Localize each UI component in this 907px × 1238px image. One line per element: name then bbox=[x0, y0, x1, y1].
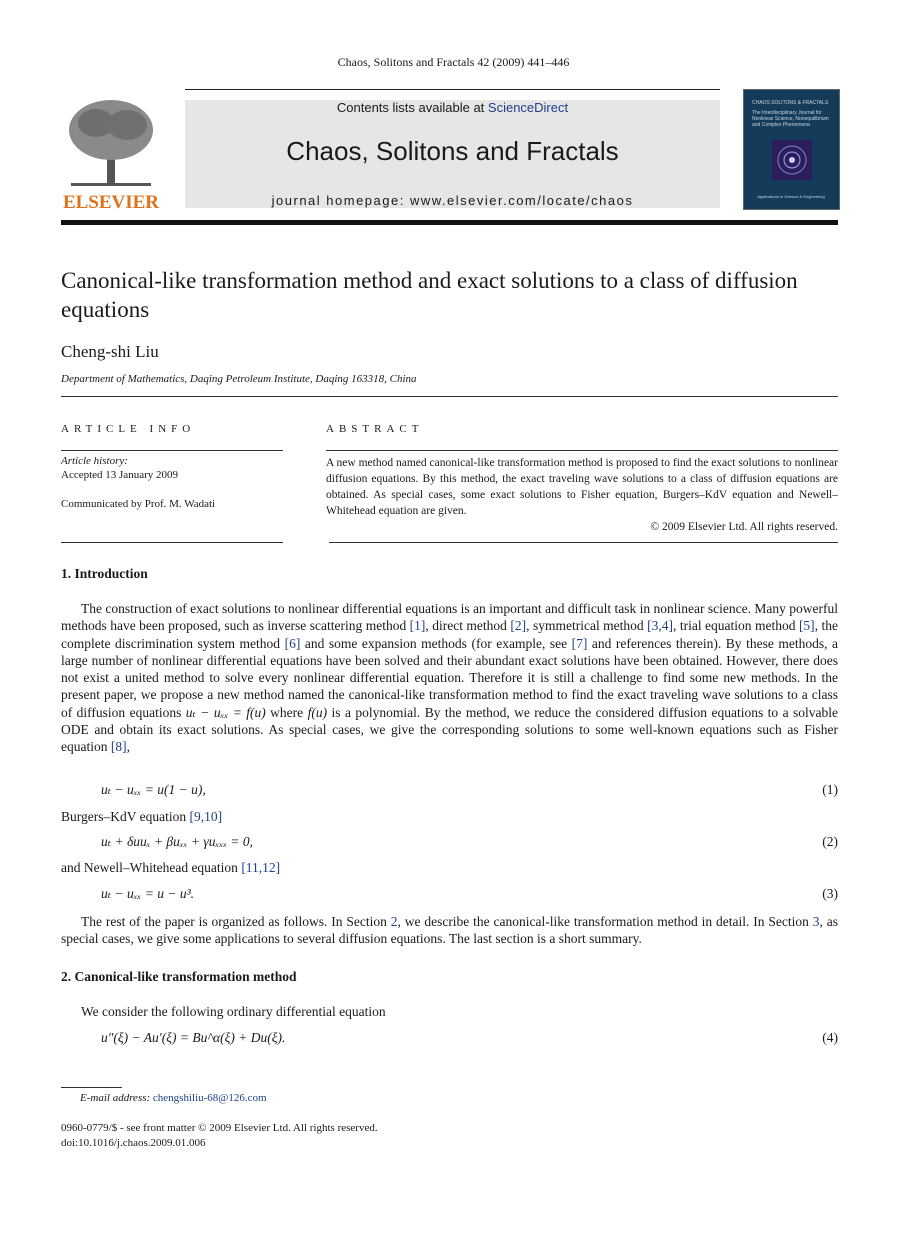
inline-math-fu: f(u) bbox=[307, 704, 328, 720]
footnote-rule bbox=[61, 1087, 122, 1088]
abstract-copyright: © 2009 Elsevier Ltd. All rights reserved. bbox=[650, 521, 838, 533]
article-history-label: Article history: bbox=[61, 455, 128, 467]
ref-link[interactable]: [6] bbox=[284, 635, 301, 651]
p1-text-c: , symmetrical method bbox=[526, 618, 648, 634]
burgers-kdv-label: Burgers–KdV equation bbox=[61, 809, 190, 824]
contents-prefix: Contents lists available at bbox=[336, 100, 488, 115]
p1-text-f: and some expansion methods (for example, see bbox=[300, 635, 572, 651]
communicated-by: Communicated by Prof. M. Wadati bbox=[61, 498, 216, 510]
intro-paragraph-1 bbox=[61, 600, 838, 756]
issn-line: 0960-0779/$ - see front matter © 2009 Elsevier Ltd. All rights reserved. bbox=[61, 1122, 378, 1134]
header-top-rule bbox=[185, 89, 720, 90]
article-author: Cheng-shi Liu bbox=[61, 342, 159, 361]
email-label: E-mail address: bbox=[80, 1092, 153, 1104]
p2-text-b: , we describe the canonical-like transformation method in detail. In Section bbox=[397, 914, 813, 929]
journal-cover bbox=[743, 89, 840, 210]
newell-whitehead-line bbox=[61, 860, 280, 876]
title-rule bbox=[61, 396, 838, 397]
contents-line bbox=[185, 100, 720, 115]
equation-3-number: (3) bbox=[822, 886, 838, 901]
article-info-label: ARTICLE INFO bbox=[61, 423, 196, 435]
email-link[interactable]: chengshiliu-68@126.com bbox=[152, 1092, 267, 1104]
publisher-name: ELSEVIER bbox=[62, 192, 160, 213]
p1-text-d: , trial equation method bbox=[673, 618, 799, 634]
cover-title bbox=[752, 100, 832, 128]
abstract-rule bbox=[326, 450, 838, 451]
burgers-kdv-line bbox=[61, 809, 222, 825]
p1-text-g: and references therein). By these methods, a large number of nonlinear differential equations have been solved and their abundant exact solutions have been obtained. However, there does not exist a united method to solve every nonlinear differential equation. Therefore it is still a challenge to find some new methods. In the present paper, we propose a new method named the canonical-like transformation method to find the exact traveling wave solutions to a class of diffusion equations bbox=[61, 635, 838, 720]
p1-text-b: , direct method bbox=[425, 618, 511, 634]
sciencedirect-link[interactable]: ScienceDirect bbox=[487, 100, 569, 115]
article-info-rule bbox=[61, 450, 283, 451]
cover-subtitle-text: The Interdisciplinary Journal for Nonlinear Science, Nonequilibrium and Complex Phenomena bbox=[752, 110, 829, 128]
p2-text-c: , as special cases, we give some applications to several diffusion equations. The last section is a short summary. bbox=[61, 914, 838, 947]
section-link[interactable]: 3 bbox=[812, 914, 820, 929]
inline-math-diffusion: uₜ − uₓₓ = f(u) bbox=[185, 704, 266, 720]
intro-paragraph-2 bbox=[61, 913, 838, 948]
author-affiliation: Department of Mathematics, Daqing Petroleum Institute, Daqing 163318, China bbox=[61, 373, 417, 385]
section-1-heading: 1. Introduction bbox=[61, 566, 148, 581]
header-thick-rule bbox=[61, 220, 838, 225]
equation-4: u″(ξ) − Au′(ξ) = Bu^α(ξ) + Du(ξ). bbox=[101, 1030, 286, 1045]
p2-text-a: The rest of the paper is organized as follows. In Section bbox=[81, 914, 391, 929]
ref-link[interactable]: [9,10] bbox=[189, 809, 223, 824]
article-title: Canonical-like transformation method and exact solutions to a class of diffusion equations bbox=[61, 268, 798, 322]
section-2-heading: 2. Canonical-like transformation method bbox=[61, 969, 297, 984]
equation-4-number: (4) bbox=[822, 1030, 838, 1045]
equation-2: uₜ + δuuₓ + βuₓₓ + γuₓₓₓ = 0, bbox=[101, 834, 253, 849]
newell-whitehead-label: and Newell–Whitehead equation bbox=[61, 860, 242, 875]
cover-title-text: CHAOS SOLITONS & FRACTALS bbox=[752, 100, 829, 106]
abstract-bottom-rule bbox=[329, 542, 838, 543]
p1-text-a: The construction of exact solutions to nonlinear differential equations is an important and difficult task in nonlinear science. Many powerful methods have been proposed, such as inverse scattering method bbox=[61, 601, 838, 634]
p1-text-i: is a polynomial. By the method, we reduce the considered diffusion equations to a solvable ODE and obtain its exact solutions. As special cases, we give the corresponding solutions to some well-known equations such as Fisher equation bbox=[61, 704, 838, 755]
ref-link[interactable]: [2] bbox=[510, 618, 527, 634]
journal-name: Chaos, Solitons and Fractals bbox=[286, 136, 619, 166]
ref-link[interactable]: [3,4] bbox=[647, 618, 673, 634]
abstract-body: A new method named canonical-like transformation method is proposed to find the exact solutions to nonlinear diffusion equations. By this method, the exact traveling wave solutions to a class of diffusion equations are obtained. As special cases, some exact solutions to Fisher equation, Burgers–KdV equation and Newell–Whitehead equation are given. bbox=[326, 457, 838, 517]
equation-1: uₜ − uₓₓ = u(1 − u), bbox=[101, 782, 206, 797]
journal-header-box bbox=[185, 100, 720, 208]
section-2-intro: We consider the following ordinary differential equation bbox=[81, 1004, 386, 1019]
p1-text-e: , the complete discrimination system method bbox=[61, 618, 839, 651]
p1-text-h: where bbox=[265, 704, 308, 720]
ref-link[interactable]: [8] bbox=[110, 739, 127, 755]
abstract-text bbox=[326, 455, 838, 535]
doi-line[interactable]: doi:10.1016/j.chaos.2009.01.006 bbox=[61, 1137, 206, 1149]
p1-text-j: , bbox=[126, 739, 130, 755]
ref-link[interactable]: [7] bbox=[571, 635, 588, 651]
article-info-bottom-rule bbox=[61, 542, 283, 543]
section-link[interactable]: 2 bbox=[390, 914, 398, 929]
ref-link[interactable]: [5] bbox=[798, 618, 815, 634]
cover-foot: Applications in Science & Engineering bbox=[757, 194, 825, 199]
equation-3: uₜ − uₓₓ = u − u³. bbox=[101, 886, 195, 901]
cover-fractal-icon bbox=[772, 140, 812, 180]
equation-1-number: (1) bbox=[822, 782, 838, 797]
author-email-footnote bbox=[80, 1092, 267, 1104]
ref-link[interactable]: [1] bbox=[409, 618, 426, 634]
ref-link[interactable]: [11,12] bbox=[241, 860, 281, 875]
equation-2-number: (2) bbox=[822, 834, 838, 849]
abstract-label: ABSTRACT bbox=[326, 423, 424, 435]
accepted-date: Accepted 13 January 2009 bbox=[61, 469, 178, 481]
journal-citation: Chaos, Solitons and Fractals 42 (2009) 441–446 bbox=[337, 55, 570, 69]
journal-homepage-link[interactable]: journal homepage: www.elsevier.com/locate/chaos bbox=[271, 193, 634, 208]
